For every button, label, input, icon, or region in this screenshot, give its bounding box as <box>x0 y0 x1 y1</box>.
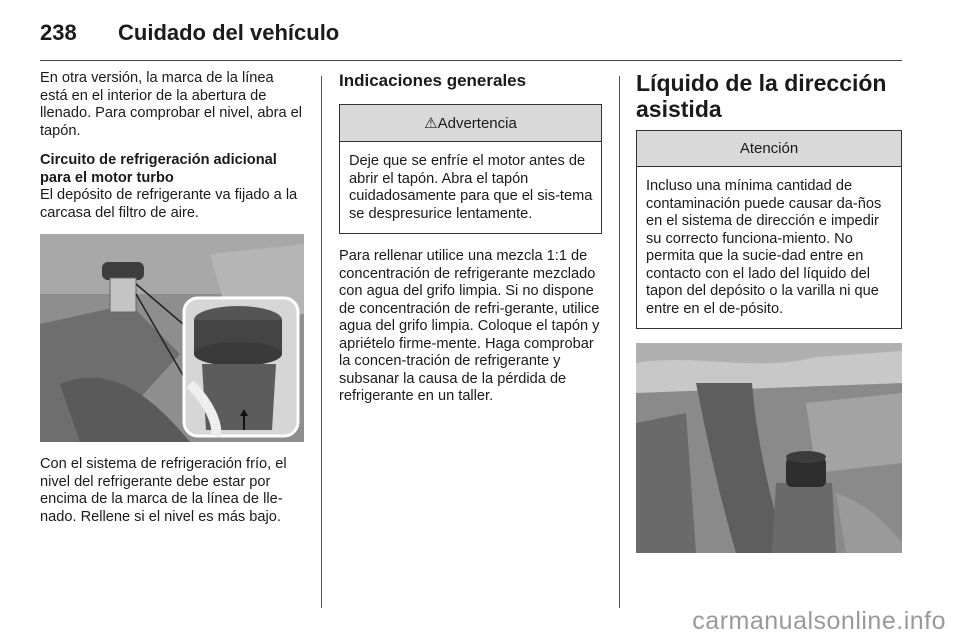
column-2 <box>339 70 602 406</box>
section-heading-general: Indicaciones generales <box>339 71 527 90</box>
watermark: carmanualsonline.info <box>692 607 946 635</box>
warning-box-body <box>340 142 601 233</box>
notice-box-body <box>637 167 901 328</box>
subheading-turbo-circuit: Circuito de refrigeración adicional para el motor turbo <box>40 152 277 186</box>
page-title: Cuidado del vehículo <box>118 20 340 45</box>
header-rule <box>40 60 902 61</box>
notice-title: Atención <box>739 140 799 157</box>
warning-box-header <box>340 105 601 142</box>
paragraph-reservoir-location: El depósito de refrigerante va fijado a la carcasa del filtro de aire. <box>40 187 298 221</box>
column-1 <box>40 70 304 526</box>
warning-title: Advertencia <box>437 115 517 132</box>
column-divider-2 <box>619 76 620 608</box>
warning-triangle-icon: ⚠ <box>424 115 438 132</box>
section-heading-power-steering: Líquido de la dirección asistida <box>636 70 887 122</box>
photo-power-steering-reservoir <box>636 343 902 553</box>
photo-coolant-reservoir <box>40 234 304 442</box>
notice-box <box>636 130 902 329</box>
paragraph-refill-instructions: Para rellenar utilice una mezcla 1:1 de concentración de refrigerante mezclado con agua del grifo limpia. Si no dispone de concentración de refri-gerante, utilice agua del grifo limpia. Coloque el tapón y apriételo firme-mente. Haga comprobar la concen-tración de refrigerante y subsanar la causa de la pérdida de refrigerante en un taller. <box>339 248 600 404</box>
column-3 <box>636 70 902 553</box>
notice-box-header <box>637 131 901 167</box>
warning-text: Deje que se enfríe el motor antes de abrir el tapón. Abra el tapón cuidadosamente para que el sis-tema se despresurice lentamente. <box>349 153 593 222</box>
column-divider-1 <box>321 76 322 608</box>
paragraph-cap-mark: En otra versión, la marca de la línea está en el interior de la abertura de llenado. Para comprobar el nivel, abra el tapón. <box>40 70 303 139</box>
page-header <box>40 20 902 58</box>
warning-box <box>339 104 602 234</box>
page-number: 238 <box>40 20 77 45</box>
paragraph-cold-level: Con el sistema de refrigeración frío, el nivel del refrigerante debe estar por encima de la marca de la línea de lle-nado. Rellene si el nivel es más bajo. <box>40 456 287 525</box>
notice-text: Incluso una mínima cantidad de contaminación puede causar da-ños en el sistema de dirección e impedir su correcto funciona-miento. No permita que la sucie-dad entre en contacto con el lado del líquido del tapon del depósito o la varilla ni que entre en el de-pósito. <box>646 178 882 317</box>
